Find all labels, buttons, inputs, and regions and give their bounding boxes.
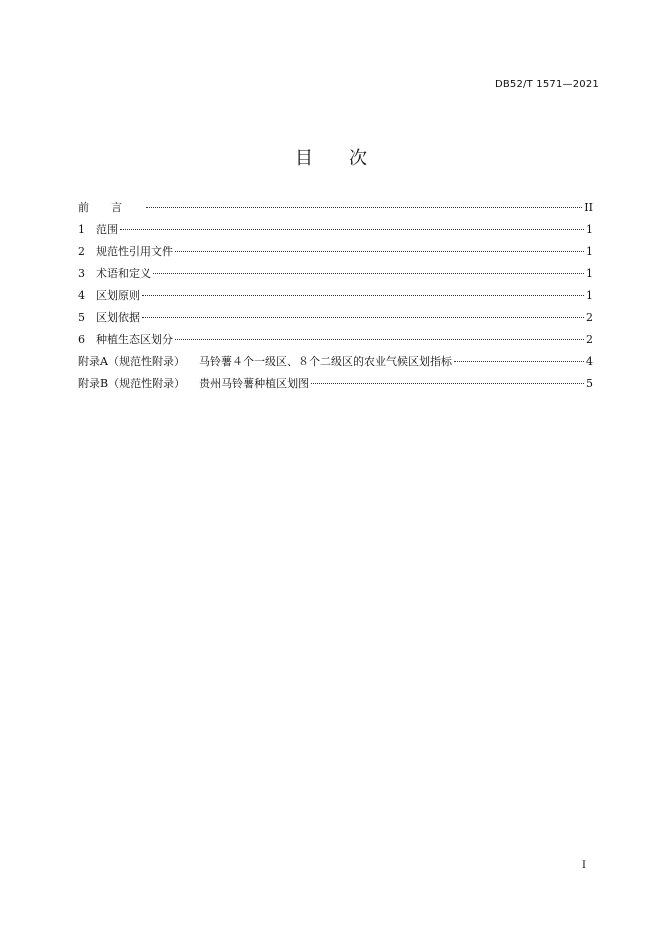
toc-entry-appendix-b[interactable] bbox=[78, 376, 593, 398]
table-of-contents bbox=[78, 200, 593, 398]
toc-entry-number: 4 bbox=[78, 289, 85, 302]
toc-entry-5[interactable] bbox=[78, 310, 593, 332]
page-title: 目次 bbox=[295, 148, 403, 169]
toc-entry-label: 种植生态区划分 bbox=[96, 333, 173, 346]
toc-leader-dots bbox=[175, 339, 584, 340]
toc-page-number: II bbox=[584, 201, 593, 214]
toc-entry-label: 马铃薯４个一级区、８个二级区的农业气候区划指标 bbox=[198, 355, 452, 368]
toc-leader-dots bbox=[146, 207, 582, 208]
toc-page-number: 2 bbox=[586, 311, 593, 324]
page-number: I bbox=[582, 860, 586, 871]
toc-page-number: 1 bbox=[586, 289, 593, 302]
toc-appendix-label: 附录A（规范性附录） bbox=[78, 355, 185, 368]
toc-entry-number: 2 bbox=[78, 245, 85, 258]
toc-entry-number: 1 bbox=[78, 223, 85, 236]
toc-entry-2[interactable] bbox=[78, 244, 593, 266]
toc-entry-6[interactable] bbox=[78, 332, 593, 354]
toc-entry-preface[interactable] bbox=[78, 200, 593, 222]
toc-entry-4[interactable] bbox=[78, 288, 593, 310]
toc-leader-dots bbox=[120, 229, 584, 230]
toc-appendix-label: 附录B（规范性附录） bbox=[78, 377, 186, 390]
toc-leader-dots bbox=[454, 361, 584, 362]
toc-entry-label: 术语和定义 bbox=[96, 267, 151, 280]
toc-entry-number: 6 bbox=[78, 333, 85, 346]
toc-page-number: 2 bbox=[586, 333, 593, 346]
toc-entry-number: 5 bbox=[78, 311, 85, 324]
toc-entry-label: 范围 bbox=[96, 223, 118, 236]
toc-leader-dots bbox=[142, 317, 584, 318]
document-code: DB52/T 1571—2021 bbox=[494, 79, 599, 90]
toc-page-number: 1 bbox=[586, 267, 593, 280]
toc-leader-dots bbox=[311, 383, 584, 384]
toc-leader-dots bbox=[142, 295, 584, 296]
toc-entry-1[interactable] bbox=[78, 222, 593, 244]
toc-leader-dots bbox=[153, 273, 584, 274]
toc-entry-label: 区划原则 bbox=[96, 289, 140, 302]
toc-entry-appendix-a[interactable] bbox=[78, 354, 593, 376]
toc-leader-dots bbox=[175, 251, 584, 252]
toc-entry-3[interactable] bbox=[78, 266, 593, 288]
toc-entry-number: 3 bbox=[78, 267, 85, 280]
toc-page-number: 1 bbox=[586, 223, 593, 236]
toc-entry-label: 前言 bbox=[78, 201, 144, 214]
toc-entry-label: 区划依据 bbox=[96, 311, 140, 324]
toc-entry-label: 规范性引用文件 bbox=[96, 245, 173, 258]
toc-entry-label: 贵州马铃薯种植区划图 bbox=[199, 377, 310, 390]
toc-page-number: 5 bbox=[586, 377, 593, 390]
toc-page-number: 4 bbox=[586, 355, 593, 368]
toc-page-number: 1 bbox=[586, 245, 593, 258]
